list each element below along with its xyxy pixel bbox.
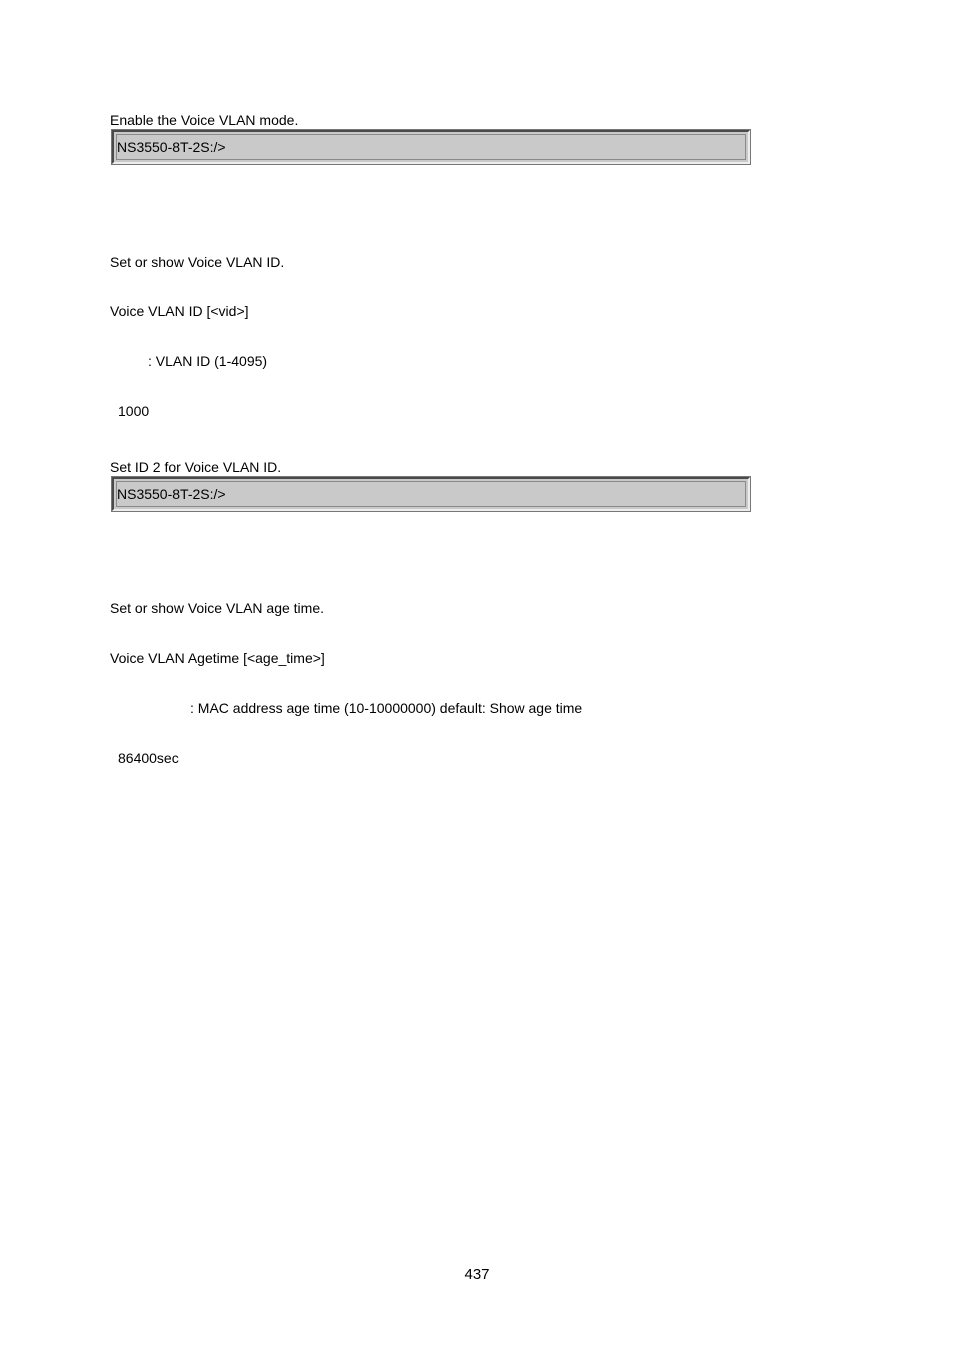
command-example-box-1 bbox=[112, 130, 750, 164]
voice-vlan-agetime-syntax: Voice VLAN Agetime [<age_time>] bbox=[110, 650, 325, 666]
voice-vlan-agetime-description: Set or show Voice VLAN age time. bbox=[110, 600, 324, 616]
voice-vlan-agetime-default: 86400sec bbox=[118, 750, 179, 766]
page-number: 437 bbox=[464, 1266, 490, 1283]
command-prompt: NS3550-8T-2S:/> bbox=[117, 486, 226, 502]
voice-vlan-id-default: 1000 bbox=[118, 403, 150, 419]
enable-voice-vlan-description: Enable the Voice VLAN mode. bbox=[110, 112, 299, 128]
voice-vlan-id-parameter: : VLAN ID (1-4095) bbox=[148, 353, 268, 369]
voice-vlan-agetime-parameter: : MAC address age time (10-10000000) default: Show age time bbox=[190, 700, 583, 716]
command-prompt: NS3550-8T-2S:/> bbox=[117, 139, 226, 155]
voice-vlan-id-description: Set or show Voice VLAN ID. bbox=[110, 254, 285, 270]
voice-vlan-id-syntax: Voice VLAN ID [<vid>] bbox=[110, 303, 249, 319]
command-example-box-2 bbox=[112, 477, 750, 511]
voice-vlan-id-example-description: Set ID 2 for Voice VLAN ID. bbox=[110, 459, 282, 475]
